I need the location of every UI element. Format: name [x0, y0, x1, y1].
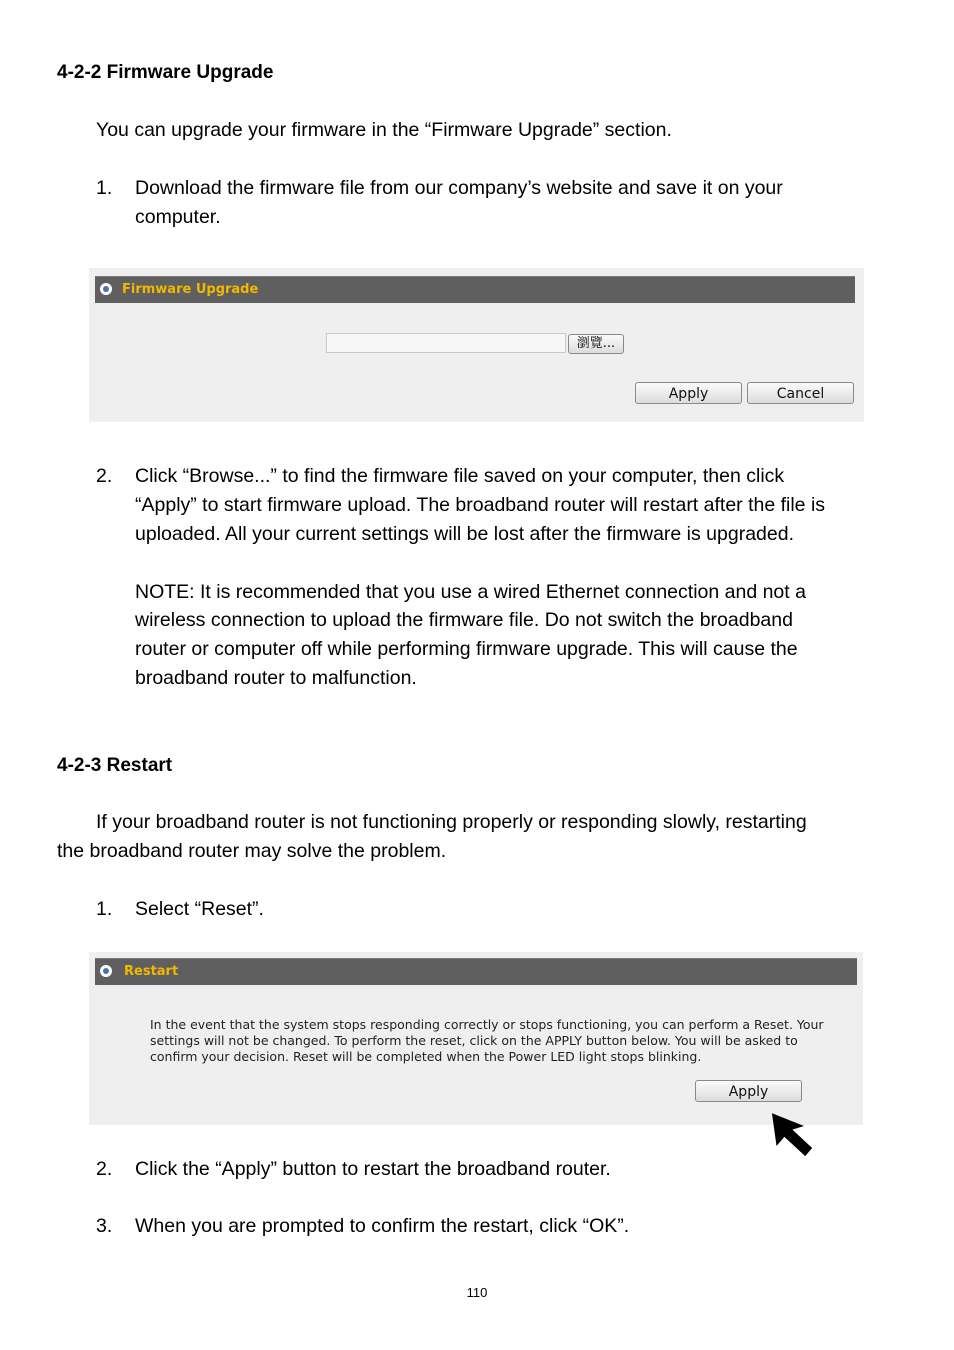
step-number: 2.	[96, 1158, 113, 1180]
restart-apply-button[interactable]: Apply	[695, 1080, 802, 1102]
apply-button[interactable]: Apply	[635, 382, 742, 404]
note-line3: router or computer off while performing firmware upgrade. This will cause the	[135, 638, 798, 660]
restart-panel	[89, 952, 863, 1125]
panel-title-bar	[95, 958, 857, 985]
restart-description-line3: confirm your decision. Reset will be completed when the Power LED light stops blinking.	[150, 1049, 702, 1064]
restart-step2: Click the “Apply” button to restart the broadband router.	[135, 1158, 611, 1180]
radio-bullet-icon	[100, 965, 112, 977]
restart-description-line2: settings will not be changed. To perform the reset, click on the APPLY button below. You will be asked to	[150, 1033, 798, 1048]
section-heading-firmware-upgrade: 4-2-2 Firmware Upgrade	[57, 62, 274, 83]
step1-line1: Download the firmware file from our company’s website and save it on your	[135, 177, 783, 199]
restart-intro-line1: If your broadband router is not functioning properly or responding slowly, restarting	[96, 811, 807, 833]
note-line2: wireless connection to upload the firmware file. Do not switch the broadband	[135, 609, 793, 631]
step-number: 2.	[96, 465, 113, 487]
section-heading-restart: 4-2-3 Restart	[57, 755, 173, 776]
restart-intro-line2: the broadband router may solve the problem.	[57, 840, 447, 862]
page-number: 110	[466, 1285, 488, 1300]
cancel-button[interactable]: Cancel	[747, 382, 854, 404]
arrow-cursor-icon	[770, 1108, 818, 1160]
radio-bullet-icon	[100, 283, 112, 295]
firmware-file-input[interactable]	[326, 333, 566, 353]
step2-line3: uploaded. All your current settings will be lost after the firmware is upgraded.	[135, 523, 795, 545]
firmware-intro: You can upgrade your firmware in the “Firmware Upgrade” section.	[96, 119, 672, 141]
step1-line2: computer.	[135, 206, 221, 228]
step2-line1: Click “Browse...” to find the firmware file saved on your computer, then click	[135, 465, 785, 487]
step2-line2: “Apply” to start firmware upload. The broadband router will restart after the file is	[135, 494, 826, 516]
panel-title: Firmware Upgrade	[122, 282, 259, 297]
panel-title-bar	[95, 276, 855, 303]
note-line4: broadband router to malfunction.	[135, 667, 417, 689]
firmware-upgrade-panel	[89, 268, 864, 422]
restart-step3: When you are prompted to confirm the restart, click “OK”.	[135, 1215, 630, 1237]
step-number: 3.	[96, 1215, 113, 1237]
restart-description-line1: In the event that the system stops responding correctly or stops functioning, you can perform a Reset. Your	[150, 1017, 824, 1032]
panel-title: Restart	[124, 964, 179, 979]
browse-button[interactable]: 瀏覽...	[568, 334, 624, 354]
step-number: 1.	[96, 898, 113, 920]
step-number: 1.	[96, 177, 113, 199]
restart-step1: Select “Reset”.	[135, 898, 264, 920]
note-line1: NOTE: It is recommended that you use a wired Ethernet connection and not a	[135, 581, 806, 603]
